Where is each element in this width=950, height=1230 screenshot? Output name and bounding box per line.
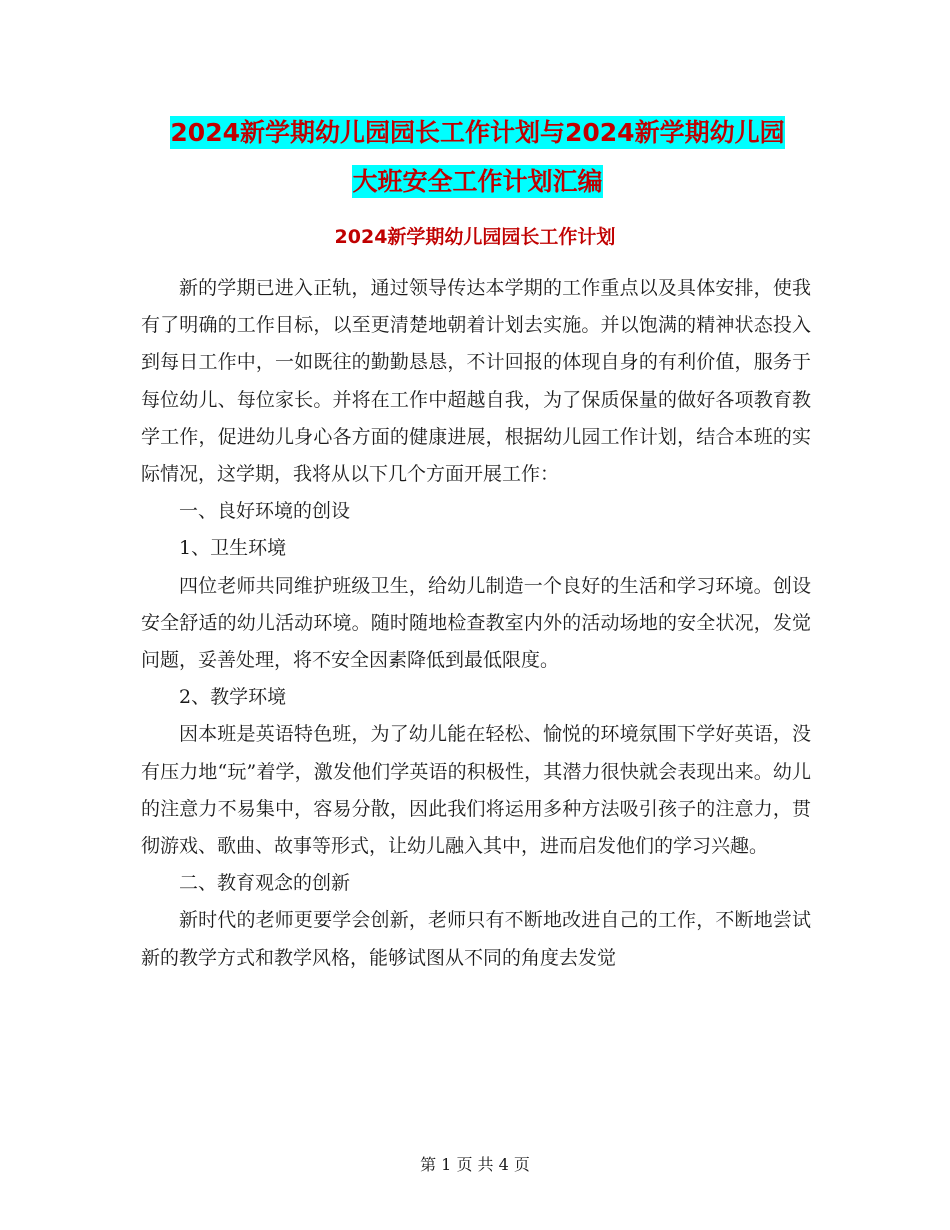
heading-innovation: 二、教育观念的创新 — [179, 872, 351, 895]
document-title-line-2: 大班安全工作计划汇编 — [352, 167, 603, 196]
heading-environment: 一、良好环境的创设 — [179, 500, 351, 523]
subheading-teaching: 2、教学环境 — [179, 686, 287, 709]
paragraph-intro: 新的学期已进入正轨，通过领导传达本学期的工作重点以及具体安排，使我有了明确的工作目标，以至更清楚地朝着计划去实施。并以饱满的精神状态投入到每日工作中，一如既往的勤勤恳恳，不计回报的体现自身的有利价值，服务于每位幼儿、每位家长。并将在工作中超越自我，为了保质保量的做好各项教育教学工作，促进幼儿身心各方面的健康进展，根据幼儿园工作计划，结合本班的实际情况，这学期，我将从以下几个方面开展工作： — [141, 277, 811, 486]
paragraph-hygiene: 四位老师共同维护班级卫生，给幼儿制造一个良好的生活和学习环境。创设安全舒适的幼儿活动环境。随时随地检查教室内外的活动场地的安全状况，发觉问题，妥善处理，将不安全因素降低到最低限度。 — [141, 574, 811, 672]
document-title — [140, 108, 815, 206]
page-footer: 第 1 页 共 4 页 — [420, 1155, 530, 1174]
section-title: 2024新学期幼儿园园长工作计划 — [334, 226, 616, 248]
paragraph-innovation: 新时代的老师更要学会创新，老师只有不断地改进自己的工作，不断地尝试新的教学方式和教学风格，能够试图从不同的角度去发觉 — [141, 909, 811, 969]
document-body — [141, 270, 811, 977]
paragraph-teaching: 因本班是英语特色班，为了幼儿能在轻松、愉悦的环境氛围下学好英语，没有压力地“玩”着学，激发他们学英语的积极性，其潜力很快就会表现出来。幼儿的注意力不易集中，容易分散，因此我们将运用多种方法吸引孩子的注意力，贯彻游戏、歌曲、故事等形式，让幼儿融入其中，进而启发他们的学习兴趣。 — [141, 723, 811, 858]
subheading-hygiene: 1、卫生环境 — [179, 537, 287, 560]
document-title-line-1: 2024新学期幼儿园园长工作计划与2024新学期幼儿园 — [170, 118, 785, 147]
